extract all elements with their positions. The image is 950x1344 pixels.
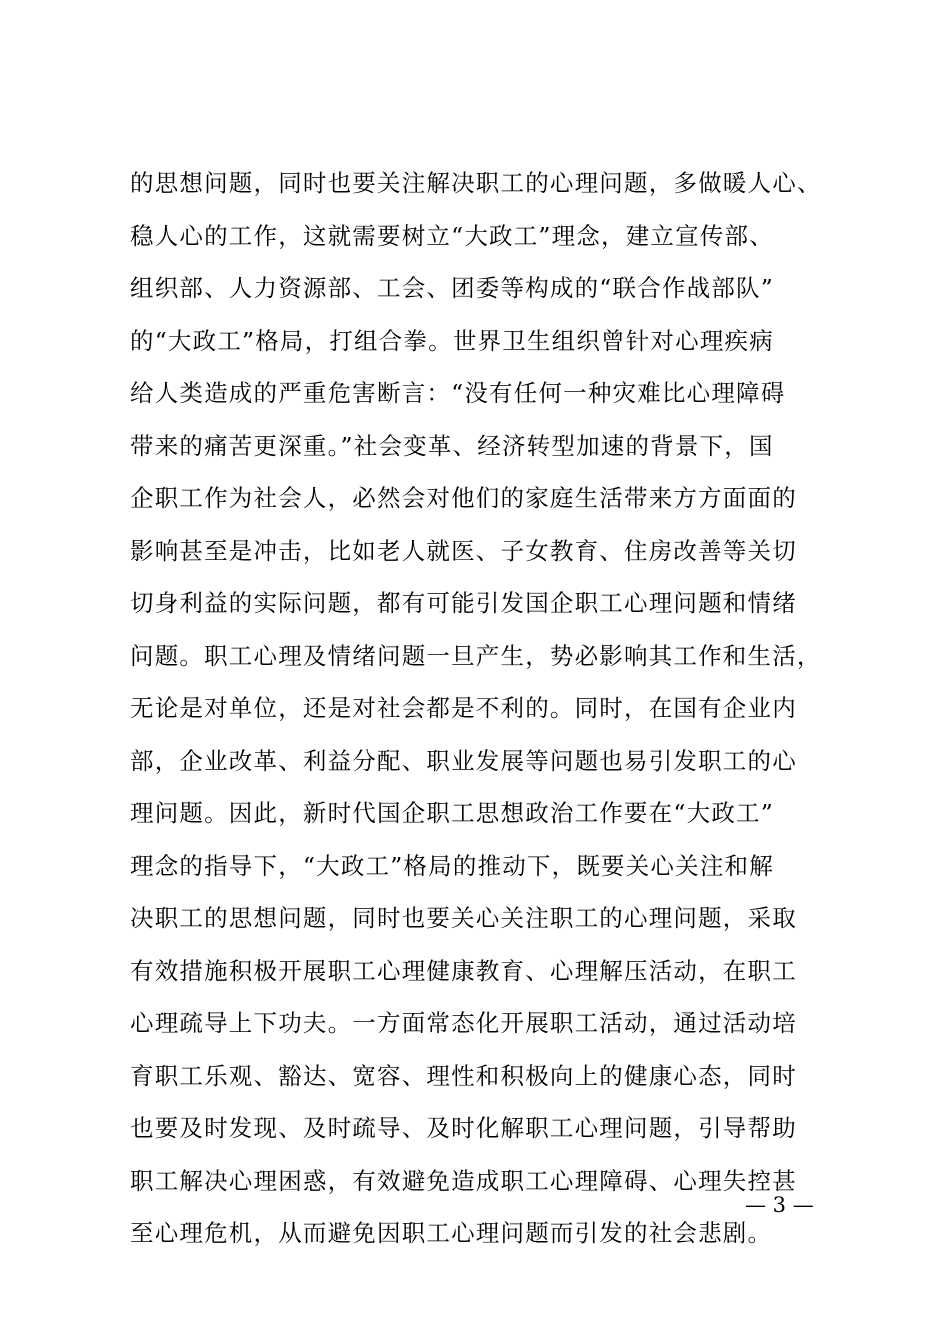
text-line: 部，企业改革、利益分配、职业发展等问题也易引发职工的心 [130, 746, 797, 775]
page-number: — 3 — [745, 1193, 814, 1217]
text-line: 给人类造成的严重危害断言：“没有任何一种灾难比心理障碍 [130, 379, 786, 407]
text-line: 心理疏导上下功夫。一方面常态化开展职工活动，通过活动培 [130, 1009, 797, 1037]
text-line: 有效措施积极开展职工心理健康教育、心理解压活动，在职工 [130, 956, 797, 985]
text-line: 无论是对单位，还是对社会都是不利的。同时，在国有企业内 [130, 694, 797, 722]
text-line: 的思想问题，同时也要关注解决职工的心理问题，多做暖人心、 [130, 169, 822, 197]
text-line: 决职工的思想问题，同时也要关心关注职工的心理问题，采取 [130, 904, 797, 932]
text-line: 切身利益的实际问题，都有可能引发国企职工心理问题和情绪 [130, 589, 797, 617]
text-line: 至心理危机，从而避免因职工心理问题而引发的社会悲剧。 [130, 1219, 773, 1247]
text-line: 也要及时发现、及时疏导、及时化解职工心理问题，引导帮助 [130, 1114, 797, 1142]
text-line: 企职工作为社会人，必然会对他们的家庭生活带来方方面面的 [130, 484, 797, 512]
text-line: 理念的指导下，“大政工”格局的推动下，既要关心关注和解 [130, 851, 774, 880]
text-line: 稳人心的工作，这就需要树立“大政工”理念，建立宣传部、 [130, 221, 774, 250]
text-line: 带来的痛苦更深重。”社会变革、经济转型加速的背景下，国 [130, 431, 774, 460]
text-line: 组织部、人力资源部、工会、团委等构成的“联合作战部队” [130, 274, 774, 302]
text-line: 职工解决心理困惑，有效避免造成职工心理障碍、心理失控甚 [130, 1166, 797, 1195]
text-line: 育职工乐观、豁达、宽容、理性和积极向上的健康心态，同时 [130, 1061, 797, 1090]
text-line: 理问题。因此，新时代国企职工思想政治工作要在“大政工” [130, 799, 774, 827]
text-line: 问题。职工心理及情绪问题一旦产生，势必影响其工作和生活， [130, 641, 822, 670]
text-line: 的“大政工”格局，打组合拳。世界卫生组织曾针对心理疾病 [130, 326, 774, 355]
body-paragraph [130, 157, 830, 1260]
text-line: 影响甚至是冲击，比如老人就医、子女教育、住房改善等关切 [130, 536, 797, 565]
